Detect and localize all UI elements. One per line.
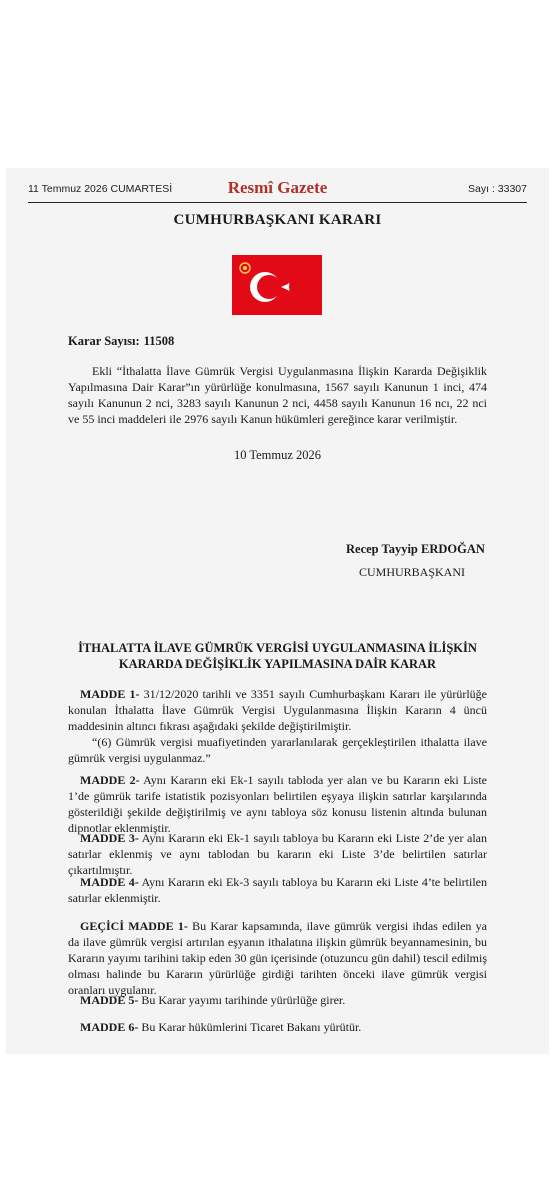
signer-title: CUMHURBAŞKANI <box>359 565 466 579</box>
article-3 <box>68 830 487 878</box>
article-4-text: Aynı Kararın eki Ek-3 sayılı tabloya bu Kararın eki Liste 4’te belirtilen satırlar eklenmiştir. <box>68 875 487 905</box>
decision-number <box>68 334 174 349</box>
decision-value: 11508 <box>143 334 175 348</box>
article-6-lead: MADDE 6- <box>80 1020 139 1034</box>
article-4 <box>68 874 487 906</box>
article-3-text: Aynı Kararın eki Ek-1 sayılı tabloya bu Kararın eki Liste 2’de yer alan satırlar eklenmiş ve aynı tablodan bu kararın eki Liste 3’de belirtilen satırlar çıkartılmıştır. <box>68 831 487 877</box>
article-5 <box>68 992 487 1008</box>
article-1-text: 31/12/2020 tarihli ve 3351 sayılı Cumhurbaşkanı Kararı ile yürürlüğe konulan İthalatta İlave Gümrük Vergisi Uygulanmasına İlişkin Kararın 4 üncü maddesinin altıncı fıkrası aşağıdaki şekilde değiştirilmiştir. <box>68 687 487 733</box>
turkish-flag-icon <box>232 255 322 315</box>
decree-title: İTHALATTA İLAVE GÜMRÜK VERGİSİ UYGULANMASINA İLİŞKİN KARARDA DEĞİŞİKLİK YAPILMASINA DAİR KARAR <box>78 641 477 671</box>
article-3-lead: MADDE 3- <box>80 831 139 845</box>
issue-number: Sayı : 33307 <box>468 183 527 195</box>
gazette-title: Resmî Gazete <box>227 178 328 197</box>
document-title: CUMHURBAŞKANI KARARI <box>173 212 382 228</box>
article-5-text: Bu Karar yayımı tarihinde yürürlüğe girer. <box>138 993 346 1007</box>
temporary-article-1-lead: GEÇİCİ MADDE 1- <box>80 919 188 933</box>
decision-label: Karar Sayısı: <box>68 334 140 348</box>
article-6-text: Bu Karar hükümlerini Ticaret Bakanı yürütür. <box>138 1020 362 1034</box>
signer-name: Recep Tayyip ERDOĞAN <box>346 542 485 556</box>
article-2 <box>68 772 487 836</box>
article-4-lead: MADDE 4- <box>80 875 139 889</box>
signature-date: 10 Temmuz 2026 <box>233 448 322 462</box>
article-1-lead: MADDE 1- <box>80 687 140 701</box>
article-1-quote: “(6) Gümrük vergisi muafiyetinden yararlanılarak gerçekleştirilen ithalatta ilave gümrük vergisi uygulanmaz.” <box>68 735 487 765</box>
article-2-text: Aynı Kararın eki Ek-1 sayılı tabloda yer alan ve bu Kararın eki Liste 1’de gümrük tarife istatistik pozisyonları belirtilen eşyaya ilişkin satırlar karşılarında gösterildiği şekilde değiştirilmiş ve aynı tabloya söz konusu listenin altında bulunan dipnotlar eklenmiştir. <box>68 773 487 835</box>
article-5-lead: MADDE 5- <box>80 993 139 1007</box>
gazette-header <box>28 178 527 203</box>
intro-paragraph: Ekli “İthalatta İlave Gümrük Vergisi Uygulanmasına İlişkin Kararda Değişiklik Yapılmasına Dair Karar”ın yürürlüğe konulmasına, 1567 sayılı Kanunun 1 inci, 474 sayılı Kanunun 2 nci, 3283 sayılı Kanunun 2 nci, 4458 sayılı Kanunun 16 ncı, 22 nci ve 55 inci maddeleri ile 2976 sayılı Kanun hükümleri gereğince karar verilmiştir. <box>68 364 487 426</box>
article-1 <box>68 686 487 766</box>
article-6 <box>68 1019 487 1035</box>
temporary-article-1-text: Bu Karar kapsamında, ilave gümrük vergisi ihdas edilen ya da ilave gümrük vergisi artırılan eşyanın ithalatına ilişkin gümrük beyannamesinin, bu Kararın yayımı tarihini takip eden 30 gün içerisinde (otuzuncu gün dahil) tescil edilmiş olması halinde bu Kararın yürürlüğe girdiği tarihten önceki ilave gümrük vergisi oranları uygulanır. <box>68 919 487 997</box>
temporary-article-1 <box>68 918 487 998</box>
article-2-lead: MADDE 2- <box>80 773 140 787</box>
header-date: 11 Temmuz 2026 CUMARTESİ <box>28 183 173 195</box>
document-page <box>6 168 549 1054</box>
